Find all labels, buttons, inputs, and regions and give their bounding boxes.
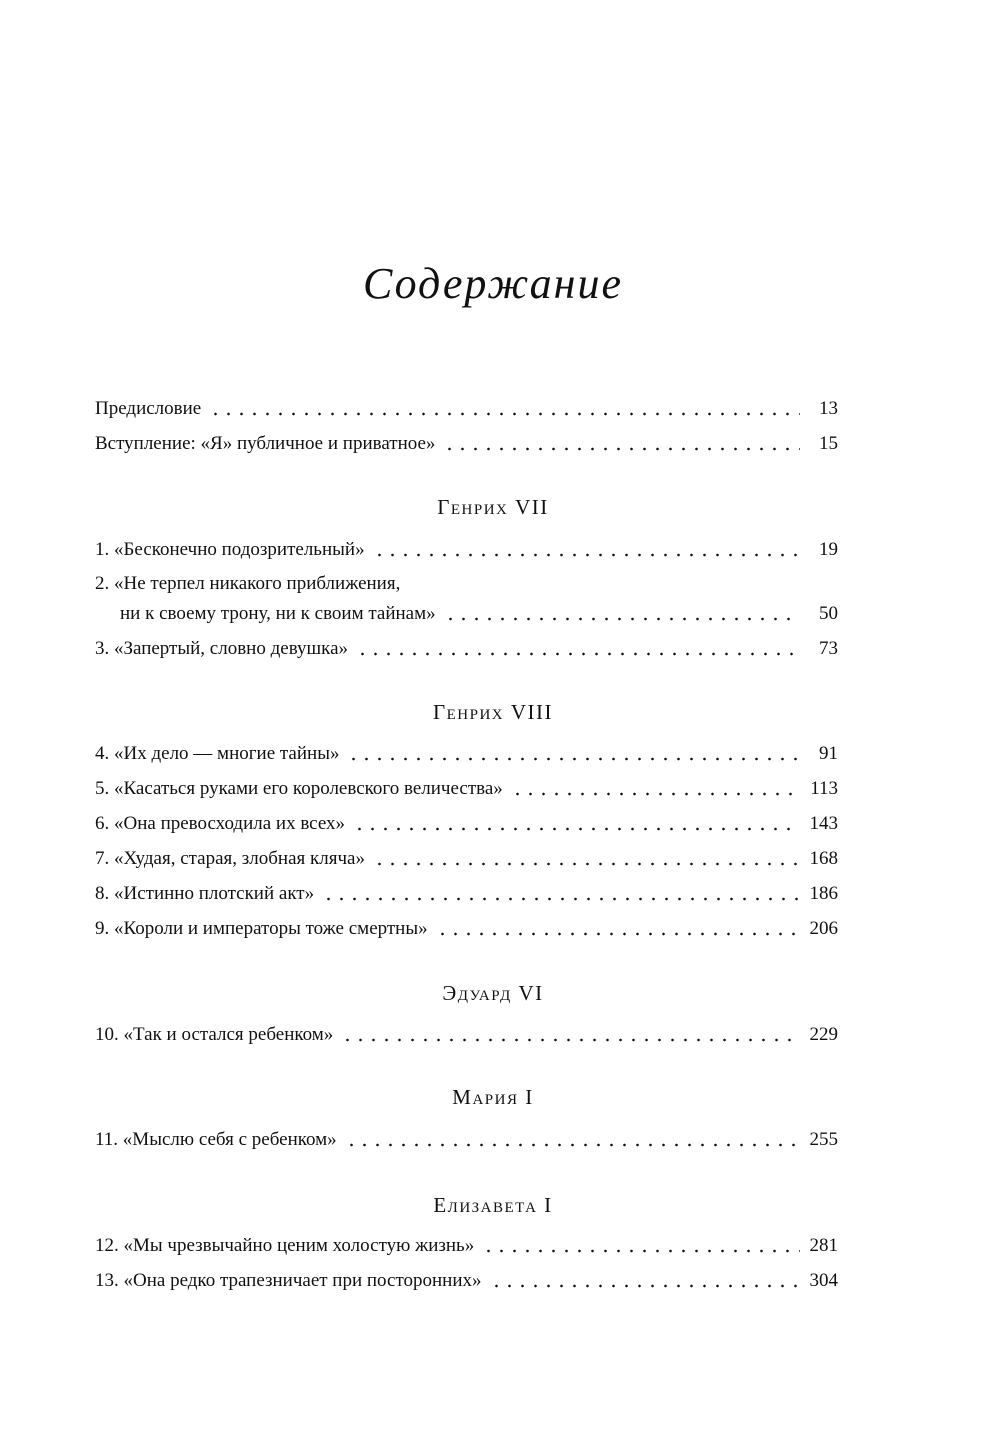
entry-page-number: 281 <box>809 1235 838 1256</box>
chapter-title: «Мы чрезвычайно ценим холостую жизнь» <box>123 1235 475 1256</box>
entry-title <box>95 1234 474 1258</box>
entry-page-number: 168 <box>809 848 838 869</box>
toc-entry-chapter-9[interactable] <box>95 917 838 941</box>
entry-title <box>95 777 503 801</box>
entry-page-number: 50 <box>819 603 838 624</box>
dot-leader <box>341 1038 800 1042</box>
entry-title <box>95 1269 482 1293</box>
dot-leader <box>444 617 800 621</box>
chapter-number: 3. <box>95 638 110 659</box>
section-heading: Елизавета I <box>433 1193 553 1217</box>
toc-entry-chapter-2-line1[interactable] <box>95 572 400 596</box>
chapter-number: 5. <box>95 778 110 799</box>
section-heading: Генрих VIII <box>432 700 554 724</box>
dot-leader <box>356 652 800 656</box>
entry-title <box>95 538 365 562</box>
entry-page-number: 186 <box>809 883 838 904</box>
chapter-number: 10. <box>95 1024 119 1045</box>
toc-entry-chapter-11[interactable] <box>95 1128 838 1152</box>
dot-leader <box>347 757 800 761</box>
entry-page-number: 143 <box>809 813 838 834</box>
entry-title <box>95 812 345 836</box>
entry-page-number: 206 <box>809 918 838 939</box>
section-heading: Генрих VII <box>437 495 549 519</box>
entry-title <box>95 847 365 871</box>
chapter-number: 7. <box>95 848 110 869</box>
entry-title <box>95 1023 333 1047</box>
chapter-number: 11. <box>95 1129 119 1150</box>
dot-leader <box>373 553 800 557</box>
entry-page-number: 255 <box>809 1129 838 1150</box>
chapter-title: «Бесконечно подозрительный» <box>114 539 365 560</box>
chapter-title: «Мыслю себя с ребенком» <box>122 1129 337 1150</box>
chapter-number: 12. <box>95 1235 119 1256</box>
chapter-title: «Так и остался ребенком» <box>123 1024 334 1045</box>
toc-entry-chapter-13[interactable] <box>95 1269 838 1293</box>
section-heading: Эдуард VI <box>442 981 544 1005</box>
dot-leader <box>490 1284 800 1288</box>
chapter-number: 8. <box>95 883 110 904</box>
dot-leader <box>209 412 800 416</box>
entry-title <box>95 742 339 766</box>
toc-entry-chapter-3[interactable] <box>95 637 838 661</box>
entry-page-number: 73 <box>819 638 838 659</box>
dot-leader <box>511 792 800 796</box>
dot-leader <box>443 447 800 451</box>
chapter-title-line1: «Не терпел никакого приближения, <box>114 573 401 594</box>
entry-title: Вступление: «Я» публичное и приватное» <box>95 433 436 454</box>
dot-leader <box>353 827 800 831</box>
dot-leader <box>322 897 800 901</box>
chapter-title: ни к своему трону, ни к своим тайнам» <box>120 603 436 624</box>
chapter-number: 6. <box>95 813 110 834</box>
chapter-title: «Запертый, словно девушка» <box>114 638 349 659</box>
dot-leader <box>482 1249 800 1253</box>
entry-title <box>95 882 314 906</box>
entry-page-number: 113 <box>810 778 838 799</box>
chapter-number: 1. <box>95 539 110 560</box>
chapter-title: «Короли и императоры тоже смертны» <box>114 918 428 939</box>
chapter-title: «Она превосходила их всех» <box>114 813 346 834</box>
entry-title <box>95 917 428 941</box>
chapter-number: 9. <box>95 918 110 939</box>
entry-page-number: 229 <box>809 1024 838 1045</box>
entry-page-number: 304 <box>809 1270 838 1291</box>
chapter-number: 4. <box>95 743 110 764</box>
toc-entry-chapter-1[interactable] <box>95 538 838 562</box>
toc-entry-preface[interactable] <box>95 397 838 421</box>
toc-entry-chapter-4[interactable] <box>95 742 838 766</box>
toc-entry-chapter-12[interactable] <box>95 1234 838 1258</box>
entry-title <box>95 1128 337 1152</box>
chapter-title: «Худая, старая, злобная кляча» <box>114 848 365 869</box>
toc-entry-chapter-8[interactable] <box>95 882 838 906</box>
toc-entry-chapter-5[interactable] <box>95 777 838 801</box>
chapter-title: «Истинно плотский акт» <box>114 883 315 904</box>
toc-entry-chapter-10[interactable] <box>95 1023 838 1047</box>
chapter-title: «Она редко трапезничает при посторонних» <box>123 1270 482 1291</box>
entry-title: Предисловие <box>95 398 202 419</box>
entry-page-number: 91 <box>819 743 838 764</box>
entry-title <box>95 637 348 661</box>
toc-entry-chapter-7[interactable] <box>95 847 838 871</box>
section-heading: Мария I <box>452 1085 534 1109</box>
entry-page-number: 15 <box>819 433 838 454</box>
chapter-number: 13. <box>95 1270 119 1291</box>
toc-entry-introduction[interactable] <box>95 432 838 456</box>
dot-leader <box>345 1143 800 1147</box>
dot-leader <box>373 862 800 866</box>
toc-entry-chapter-2[interactable] <box>95 602 838 626</box>
chapter-number: 2. <box>95 573 110 594</box>
toc-entry-chapter-6[interactable] <box>95 812 838 836</box>
entry-page-number: 13 <box>819 398 838 419</box>
chapter-title: «Их дело — многие тайны» <box>114 743 340 764</box>
chapter-title: «Касаться руками его королевского величества» <box>114 778 503 799</box>
dot-leader <box>436 932 800 936</box>
page-title: Содержание <box>362 259 623 308</box>
entry-page-number: 19 <box>819 539 838 560</box>
